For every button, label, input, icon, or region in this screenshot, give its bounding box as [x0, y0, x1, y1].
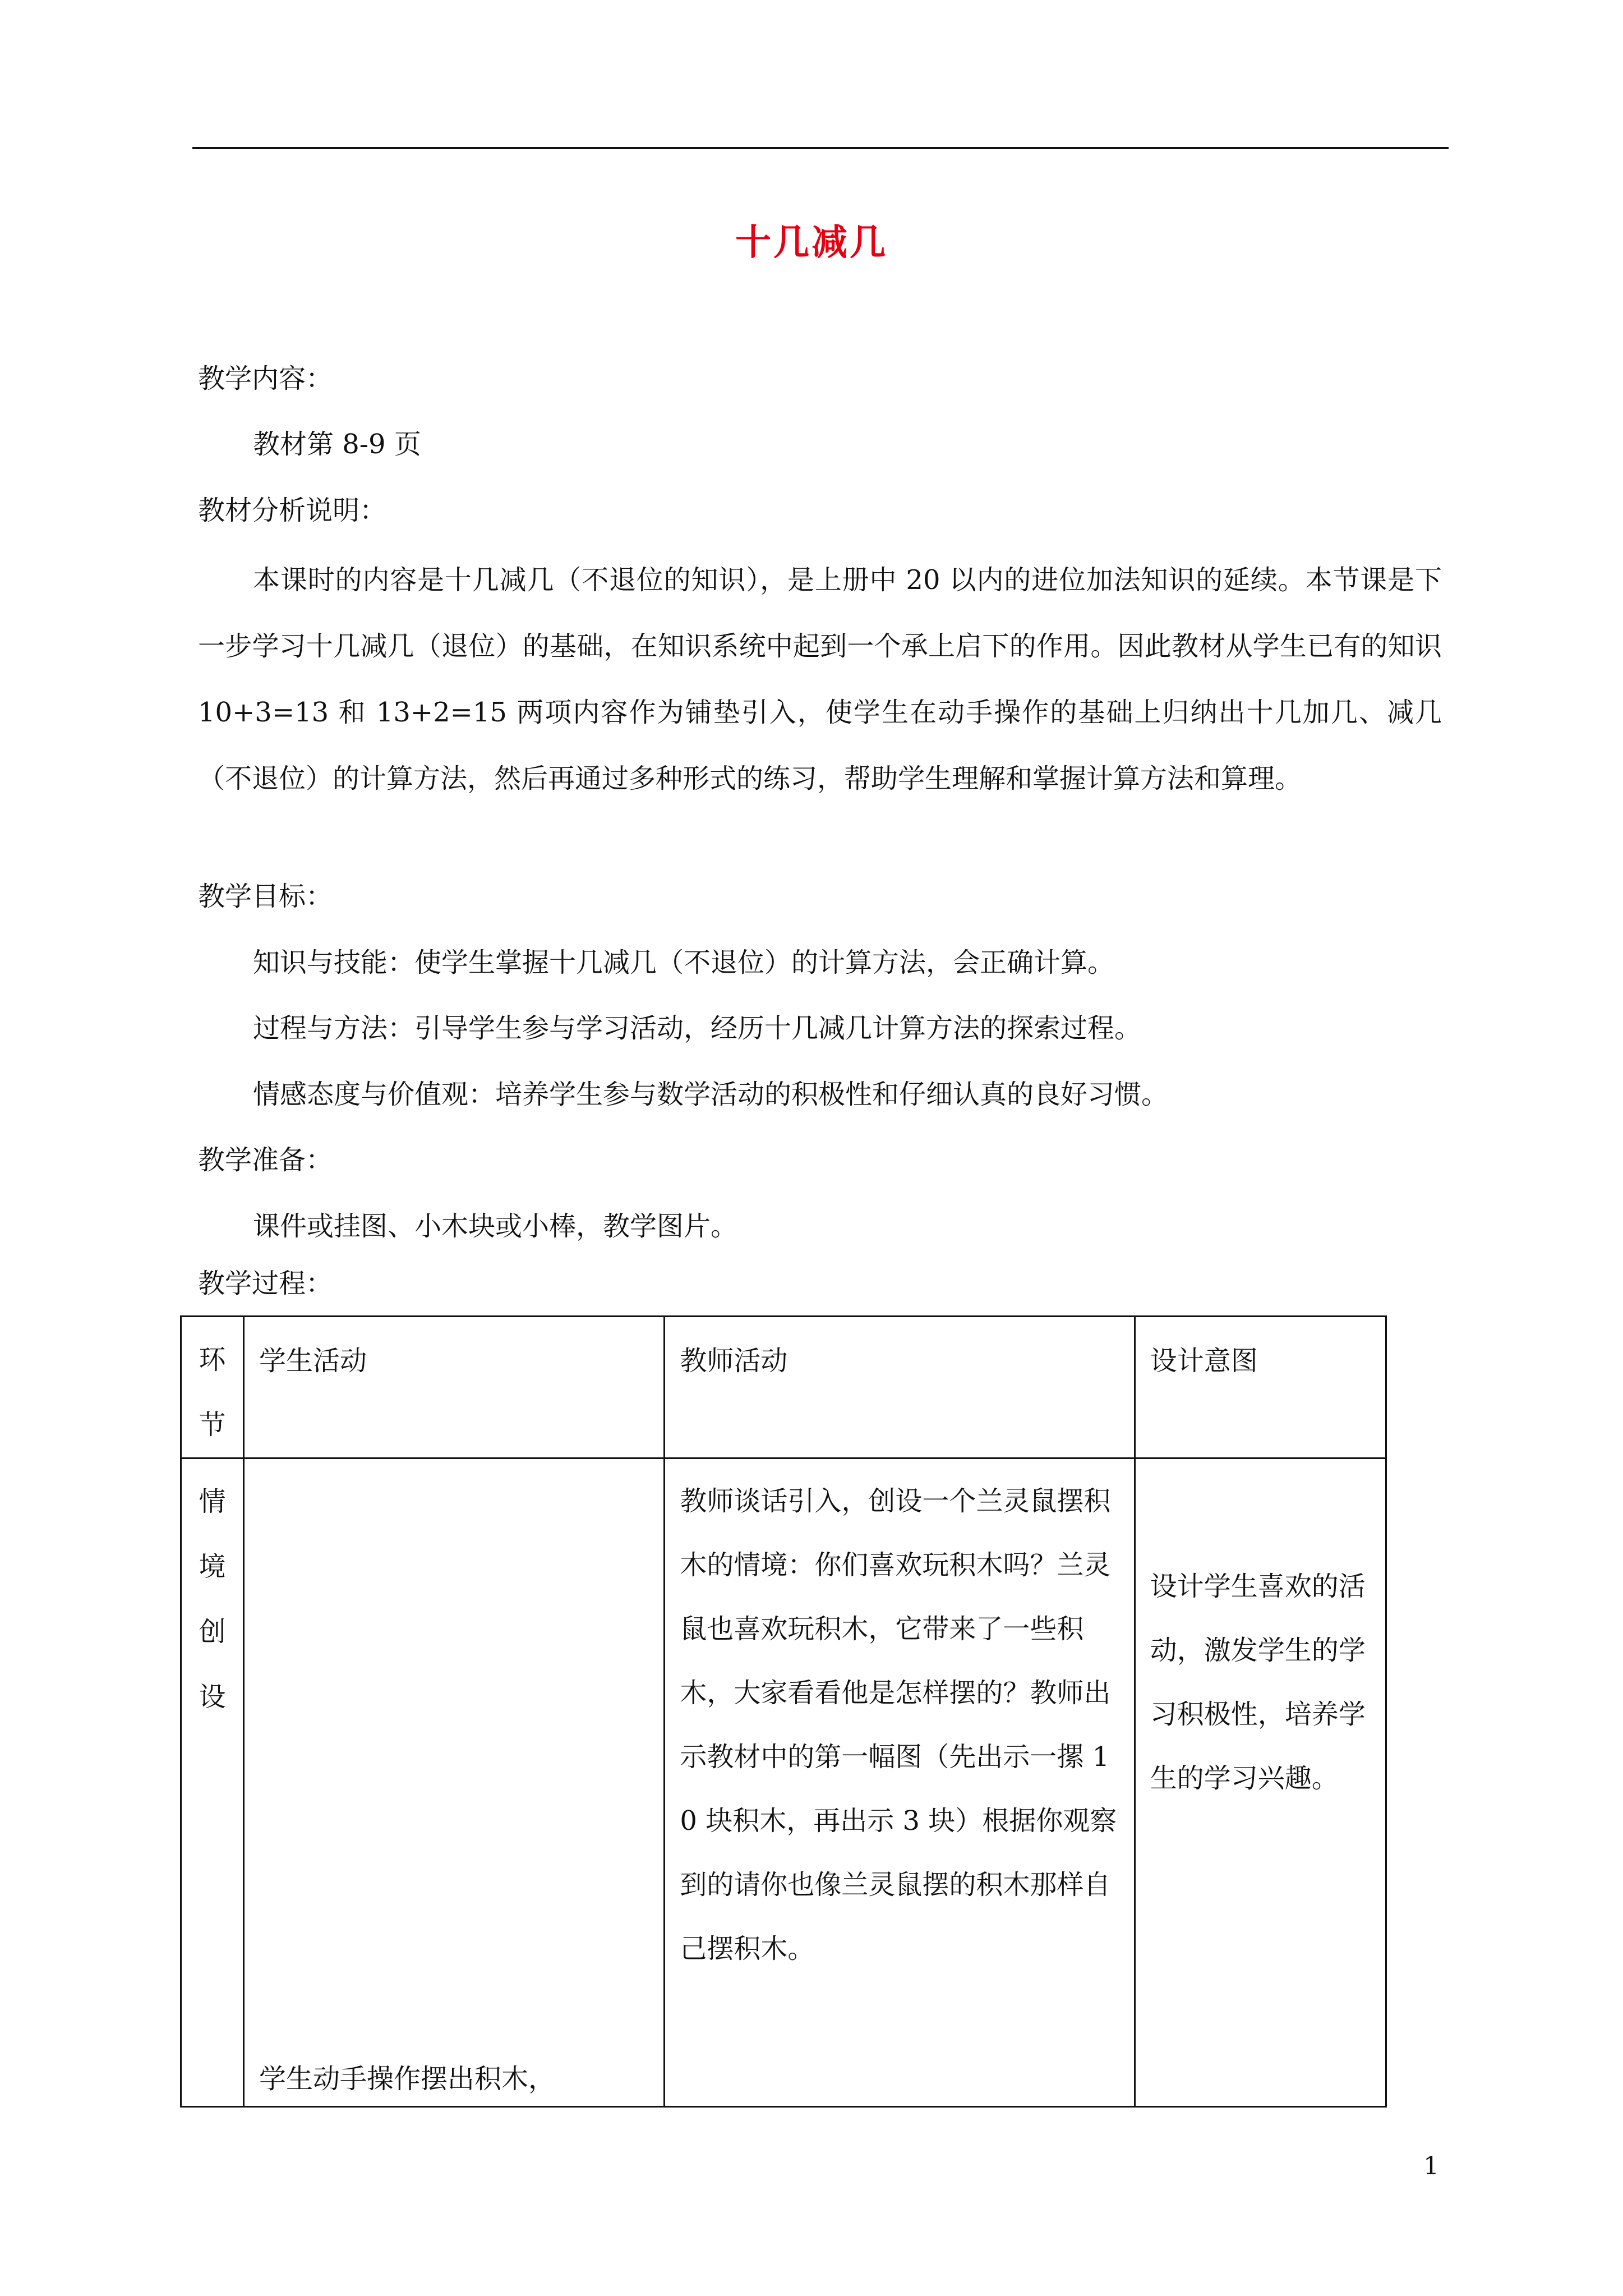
- stage-char: 创: [199, 1616, 226, 1648]
- teacher-activity-text: 教师谈话引入，创设一个兰灵鼠摆积木的情境：你们喜欢玩积木吗？兰灵鼠也喜欢玩积木，它带来了一些积木，大家看看他是怎样摆的？教师出示教材中的第一幅图（先出示一摞 10 块积木，再出示 3 块）根据你观察到的请你也像兰灵鼠摆的积木那样自己摆积木。: [680, 1485, 1117, 1964]
- header-teacher: [665, 1317, 1135, 1458]
- header-stage-char-1: 环: [199, 1344, 226, 1375]
- goal-attitude: 情感态度与价值观：培养学生参与数学活动的积极性和仔细认真的良好习惯。: [253, 1079, 1169, 1110]
- goals-heading: 教学目标：: [198, 881, 333, 912]
- process-heading: 教学过程：: [198, 1268, 333, 1299]
- table-header-row: [181, 1317, 1386, 1458]
- teacher-activity-cell: [665, 1458, 1135, 2107]
- table-row: [181, 1458, 1386, 2107]
- content-heading: 教学内容：: [198, 363, 333, 394]
- header-student: [244, 1317, 665, 1458]
- header-teacher-label: 教师活动: [680, 1345, 788, 1377]
- header-rule: [192, 147, 1449, 149]
- process-table: [180, 1315, 1387, 2108]
- goal-knowledge: 知识与技能：使学生掌握十几减几（不退位）的计算方法，会正确计算。: [253, 947, 1115, 978]
- stage-char: 情: [199, 1486, 226, 1517]
- page-number: 1: [1423, 2152, 1439, 2180]
- design-intent-cell: [1135, 1458, 1386, 2107]
- header-student-label: 学生活动: [259, 1345, 367, 1377]
- design-intent-text: 设计学生喜欢的活动，激发学生的学习积极性，培养学生的学习兴趣。: [1150, 1571, 1366, 1794]
- goal-process: 过程与方法：引导学生参与学习活动，经历十几减几计算方法的探索过程。: [253, 1013, 1142, 1044]
- student-activity-text: 学生动手操作摆出积木，: [259, 2063, 556, 2095]
- header-stage-char-2: 节: [199, 1409, 226, 1441]
- stage-cell: [181, 1458, 244, 2107]
- student-activity-cell: [244, 1458, 665, 2107]
- stage-char: 设: [199, 1681, 226, 1713]
- analysis-heading: 教材分析说明：: [198, 495, 387, 526]
- header-design-label: 设计意图: [1150, 1345, 1258, 1377]
- header-stage: [181, 1317, 244, 1458]
- document-title: 十几减几: [735, 222, 888, 264]
- content-text: 教材第 8-9 页: [253, 429, 421, 460]
- prep-text: 课件或挂图、小木块或小棒，教学图片。: [253, 1211, 738, 1242]
- header-design: [1135, 1317, 1386, 1458]
- prep-heading: 教学准备：: [198, 1144, 333, 1176]
- stage-char: 境: [199, 1551, 226, 1582]
- analysis-paragraph: 本课时的内容是十几减几（不退位的知识），是上册中 20 以内的进位加法知识的延续。本节课是下一步学习十几减几（退位）的基础，在知识系统中起到一个承上启下的作用。因此教材从学生已有的知识 10+3=13 和 13+2=15 两项内容作为铺垫引入，使学生在动手操作的基础上归纳出十几加几、减几（不退位）的计算方法，然后再通过多种形式的练习，帮助学生理解和掌握计算方法和算理。: [198, 564, 1442, 794]
